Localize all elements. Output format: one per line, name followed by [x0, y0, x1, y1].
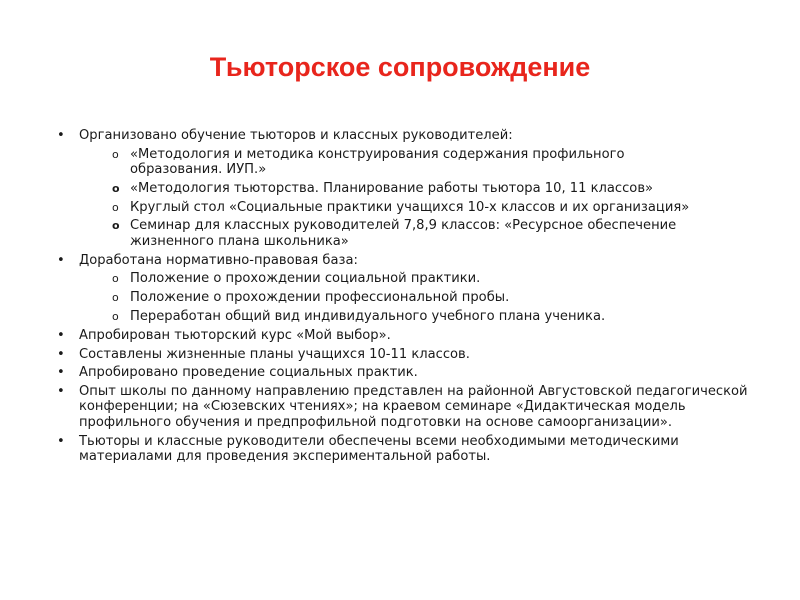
bullet-text: Апробирован тьюторский курс «Мой выбор». — [79, 327, 391, 343]
bullet-item-3 — [55, 328, 755, 343]
circle-bullet-icon: o — [112, 272, 119, 286]
bullet-dot-icon: • — [57, 365, 65, 381]
bullet-dot-icon: • — [57, 433, 65, 449]
sub-item-text: «Методология и методика конструирования содержания профильного — [130, 146, 625, 162]
circle-bullet-icon: o — [112, 219, 120, 233]
circle-bullet-icon: o — [112, 181, 120, 195]
bullet-item-7 — [55, 434, 755, 465]
bullet-text: Организовано обучение тьюторов и классных руководителей: — [79, 128, 513, 143]
sub-item-text-cont: образования. ИУП.» — [130, 162, 267, 178]
bullet-item-5 — [55, 365, 755, 380]
sub-item-text: Семинар для классных руководителей 7,8,9 классов: «Ресурсное обеспечение — [130, 218, 677, 234]
sub-item-2-1 — [112, 271, 755, 287]
circle-bullet-icon: o — [112, 309, 119, 323]
slide-title: Тьюторское сопровождение — [209, 52, 591, 82]
bullet-text: Составлены жизненные планы учащихся 10-11 классов. — [79, 346, 470, 362]
sub-item-text: «Методология тьюторства. Планирование работы тьютора 10, 11 классов» — [130, 180, 654, 196]
bullet-dot-icon: • — [57, 327, 65, 343]
sub-item-1-1 — [112, 146, 755, 178]
sub-item-2-3 — [112, 308, 755, 324]
bullet-item-1 — [55, 128, 755, 143]
bullet-text: Опыт школы по данному направлению представлен на районной Августовской педагогической конференции; на «Сюзевских чтениях»; на краевом семинаре «Дидактическая модель профильного обучения и предпрофильной подготовки на основе самоорганизации». — [79, 384, 748, 430]
sub-item-text: Положение о прохождении социальной практики. — [130, 271, 481, 287]
bullet-dot-icon: • — [57, 384, 65, 400]
bullet-text: Апробировано проведение социальных практик. — [79, 365, 418, 381]
circle-bullet-icon: o — [112, 147, 119, 161]
sub-item-text: Положение о прохождении профессиональной пробы. — [130, 290, 510, 306]
bullet-dot-icon: • — [57, 346, 65, 362]
sub-item-1-4 — [112, 218, 755, 249]
bullet-dot-icon: • — [57, 128, 65, 143]
circle-bullet-icon: o — [112, 200, 119, 214]
bullet-item-4 — [55, 347, 755, 362]
sub-item-text: Круглый стол «Социальные практики учащихся 10-х классов и их организация» — [130, 199, 690, 215]
bullet-item-6 — [55, 384, 755, 430]
circle-bullet-icon: o — [112, 291, 119, 305]
sub-item-1-2 — [112, 180, 755, 196]
sub-item-text-cont: жизненного плана школьника» — [130, 233, 349, 249]
bullet-item-2 — [55, 253, 755, 268]
bullet-text: Доработана нормативно-правовая база: — [79, 252, 358, 268]
sub-item-2-2 — [112, 290, 755, 306]
bullet-dot-icon: • — [57, 252, 65, 268]
slide-content — [55, 128, 755, 468]
sub-item-1-3 — [112, 199, 755, 215]
bullet-text: Тьюторы и классные руководители обеспечены всеми необходимыми методическими материалами для проведения экспериментальной работы. — [79, 433, 679, 464]
sub-item-text: Переработан общий вид индивидуального учебного плана ученика. — [130, 308, 606, 324]
